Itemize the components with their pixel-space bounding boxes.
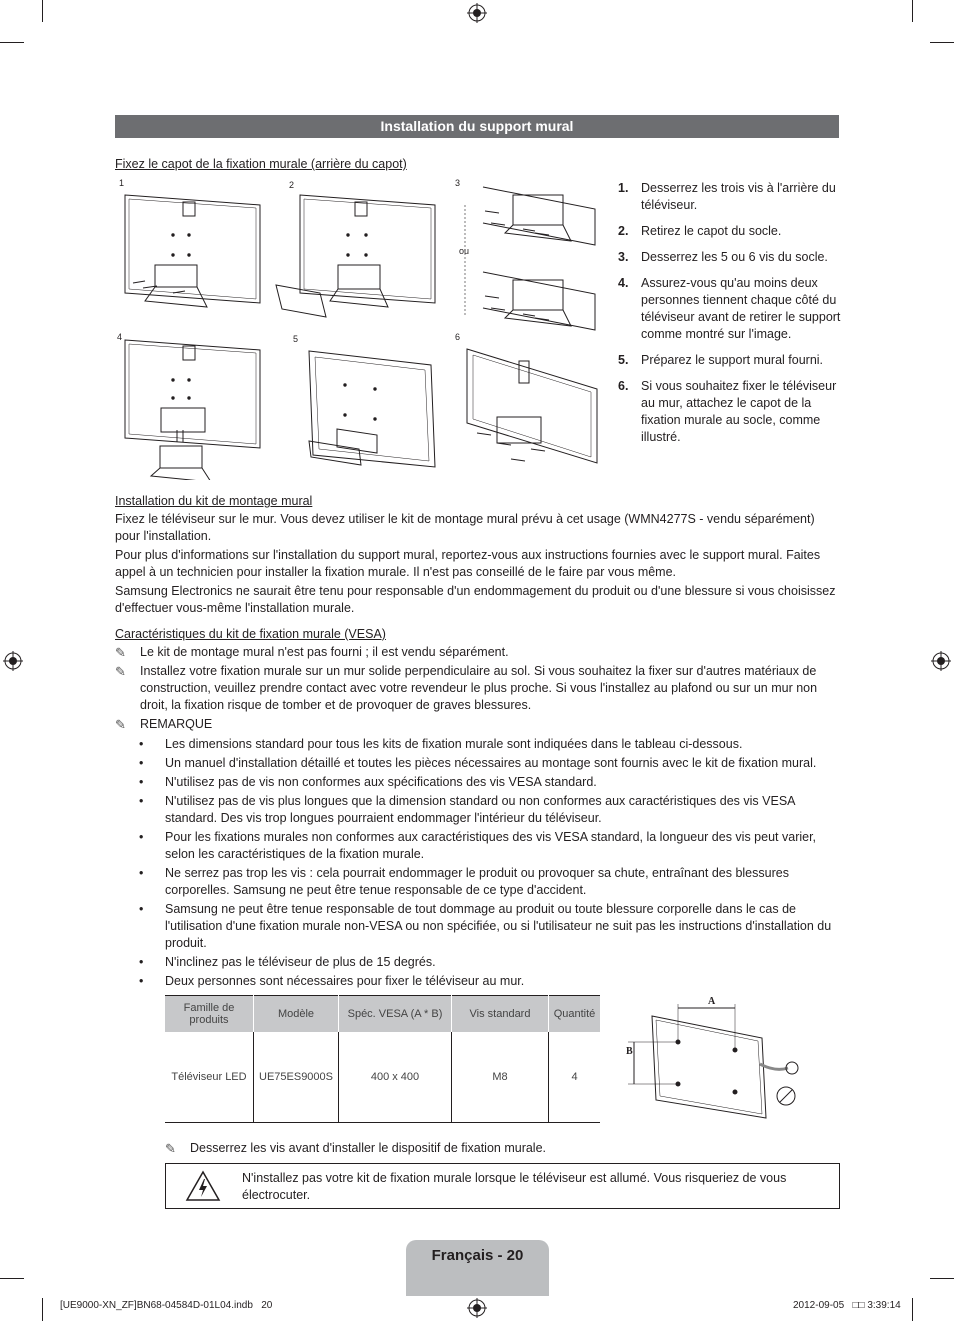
pencil-icon: ✎ bbox=[115, 645, 126, 660]
note-text: Installez votre fixation murale sur un mur solide perpendiculaire au sol. Si vous souhaitez la fixer sur d'autres matériaux de construction, veuillez prendre contact avec votre revendeur le plus proche. Si vous l'installez au plafond ou sur un mur non droit, la fixation risque de tomber et de provoquer de graves blessures. bbox=[140, 664, 818, 712]
step-number: 1. bbox=[618, 181, 629, 195]
or-label: ou bbox=[459, 246, 470, 256]
cover-steps-list bbox=[618, 180, 843, 455]
bullet-item: • Deux personnes sont nécessaires pour fixer le téléviseur au mur. bbox=[139, 973, 841, 990]
dimension-label-b: B bbox=[626, 1046, 633, 1057]
step-text: Retirez le capot du socle. bbox=[641, 224, 782, 238]
bullet-item: • Les dimensions standard pour tous les kits de fixation murale sont indiquées dans le tableau ci-dessous. bbox=[139, 736, 841, 753]
kit-section bbox=[115, 494, 841, 617]
figure-label: 1 bbox=[119, 178, 125, 188]
table-header: Modèle bbox=[254, 996, 339, 1033]
step-text: Assurez-vous qu'au moins deux personnes tiennent chaque côté du téléviseur avant de retirer le support comme montré sur l'image. bbox=[641, 276, 841, 341]
warning-electric-icon bbox=[185, 1170, 221, 1202]
step-text: Préparez le support mural fourni. bbox=[641, 353, 824, 367]
date-info: 2012-09-05 □□ 3:39:14 bbox=[793, 1300, 901, 1311]
dimension-label-a: A bbox=[708, 996, 716, 1007]
step-item bbox=[618, 352, 843, 369]
table-header: Quantité bbox=[549, 996, 601, 1033]
table-header-row bbox=[165, 996, 600, 1033]
cover-installation-illustration bbox=[115, 175, 605, 480]
page-number-tab: Français - 20 bbox=[406, 1240, 549, 1296]
note-text: Desserrez les vis avant d'installer le dispositif de fixation murale. bbox=[190, 1141, 547, 1155]
table-header: Vis standard bbox=[452, 996, 549, 1033]
table-cell: 400 x 400 bbox=[339, 1032, 452, 1123]
step-item bbox=[618, 223, 843, 240]
note-text: Le kit de montage mural n'est pas fourni ; il est vendu séparément. bbox=[140, 645, 509, 659]
remark-bullets bbox=[139, 736, 841, 990]
step-text: Desserrez les 5 ou 6 vis du socle. bbox=[641, 250, 828, 264]
figure-label: 6 bbox=[455, 332, 461, 342]
electric-shock-warning bbox=[165, 1163, 840, 1209]
step-item bbox=[618, 180, 843, 214]
bullet-item: • N'inclinez pas le téléviseur de plus de 15 degrés. bbox=[139, 954, 841, 971]
loosen-screws-note bbox=[165, 1140, 860, 1157]
cover-heading: Fixez le capot de la fixation murale (arrière du capot) bbox=[115, 157, 407, 171]
registration-mark-icon bbox=[467, 1298, 487, 1318]
kit-paragraph: Fixez le téléviseur sur le mur. Vous devez utiliser le kit de montage mural prévu à cet usage (WMN4277S - vendu séparément) pour l'installation. bbox=[115, 512, 815, 543]
bullet-item: • Samsung ne peut être tenue responsable de tout dommage au produit ou toute blessure corporelle dans le cas de l'utilisation d'une fixation murale non-VESA ou non spécifiée, ou si l'utilisateur ne suit pas les instructions d'installation du produit. bbox=[139, 901, 841, 952]
step-item bbox=[618, 378, 843, 446]
remark-label bbox=[115, 716, 841, 733]
vesa-table bbox=[165, 995, 600, 1123]
vesa-heading: Caractéristiques du kit de fixation murale (VESA) bbox=[115, 627, 386, 641]
bullet-item: • Pour les fixations murales non conformes aux caractéristiques des vis VESA standard, la longueur des vis peut varier, selon les caractéristiques de la fixation murale. bbox=[139, 829, 841, 863]
step-number: 6. bbox=[618, 379, 629, 393]
step-number: 4. bbox=[618, 276, 629, 290]
crop-mark bbox=[42, 0, 43, 22]
crop-mark bbox=[930, 42, 954, 43]
registration-mark-icon bbox=[3, 651, 23, 671]
step-text: Si vous souhaitez fixer le téléviseur au mur, attachez le capot de la fixation murale au socle, comme illustré. bbox=[641, 379, 837, 444]
figure-label: 4 bbox=[117, 332, 123, 342]
kit-paragraph: Pour plus d'informations sur l'installation du support mural, reportez-vous aux instructions fournies avec le support mural. Faites appel à un technicien pour installer la fixation murale. Il n'est pas conseillé de le faire par vous même. bbox=[115, 548, 821, 579]
vesa-dimension-diagram bbox=[620, 990, 820, 1125]
crop-mark bbox=[930, 1278, 954, 1279]
pencil-icon: ✎ bbox=[115, 717, 126, 732]
table-header: Famille de produits bbox=[165, 996, 254, 1033]
section-title: Installation du support mural bbox=[115, 115, 839, 138]
warning-text: N'installez pas votre kit de fixation murale lorsque le téléviseur est allumé. Vous risqueriez de vous électrocuter. bbox=[242, 1171, 787, 1202]
pencil-icon: ✎ bbox=[115, 664, 126, 679]
vesa-section bbox=[115, 627, 841, 992]
table-cell: UE75ES9000S bbox=[254, 1032, 339, 1123]
bullet-item: • Ne serrez pas trop les vis : cela pourrait endommager le produit ou provoquer sa chute, entraînant des blessures corporelles. Samsung ne peut être tenue responsable de ce type d'accident. bbox=[139, 865, 841, 899]
crop-mark bbox=[0, 42, 24, 43]
vesa-note bbox=[115, 663, 841, 714]
bullet-item: • N'utilisez pas de vis plus longues que la dimension standard ou non conformes aux caractéristiques des vis VESA standard. Des vis trop longues pourraient endommager l'intérieur du téléviseur. bbox=[139, 793, 841, 827]
kit-heading: Installation du kit de montage mural bbox=[115, 494, 313, 508]
table-cell: Téléviseur LED bbox=[171, 1071, 247, 1083]
figure-label: 5 bbox=[293, 334, 299, 344]
kit-paragraph: Samsung Electronics ne saurait être tenu pour responsable d'un endommagement du produit ou d'une blessure si vous choisissez d'effectuer vous-même l'installation murale. bbox=[115, 584, 836, 615]
pencil-icon: ✎ bbox=[165, 1141, 176, 1156]
registration-mark-icon bbox=[931, 651, 951, 671]
step-item bbox=[618, 249, 843, 266]
step-item bbox=[618, 275, 843, 343]
step-text: Desserrez les trois vis à l'arrière du téléviseur. bbox=[641, 181, 836, 212]
file-info: [UE9000-XN_ZF]BN68-04584D-01L04.indb 20 bbox=[60, 1300, 273, 1311]
bullet-item: • N'utilisez pas de vis non conformes aux spécifications des vis VESA standard. bbox=[139, 774, 841, 791]
table-cell: 4 bbox=[549, 1032, 601, 1123]
vesa-note bbox=[115, 644, 841, 661]
registration-mark-icon bbox=[467, 3, 487, 23]
step-number: 3. bbox=[618, 250, 629, 264]
step-number: 5. bbox=[618, 353, 629, 367]
crop-mark bbox=[912, 0, 913, 22]
figure-label: 2 bbox=[289, 180, 295, 190]
crop-mark bbox=[0, 1278, 24, 1279]
step-number: 2. bbox=[618, 224, 629, 238]
bullet-item: • Un manuel d'installation détaillé et toutes les pièces nécessaires au montage sont fournis avec le kit de fixation mural. bbox=[139, 755, 841, 772]
crop-mark bbox=[912, 1298, 913, 1321]
crop-mark bbox=[42, 1298, 43, 1321]
table-row bbox=[165, 1032, 600, 1123]
remark-text: REMARQUE bbox=[140, 717, 213, 731]
table-header: Spéc. VESA (A * B) bbox=[339, 996, 452, 1033]
table-cell: M8 bbox=[452, 1032, 549, 1123]
figure-label: 3 bbox=[455, 178, 461, 188]
